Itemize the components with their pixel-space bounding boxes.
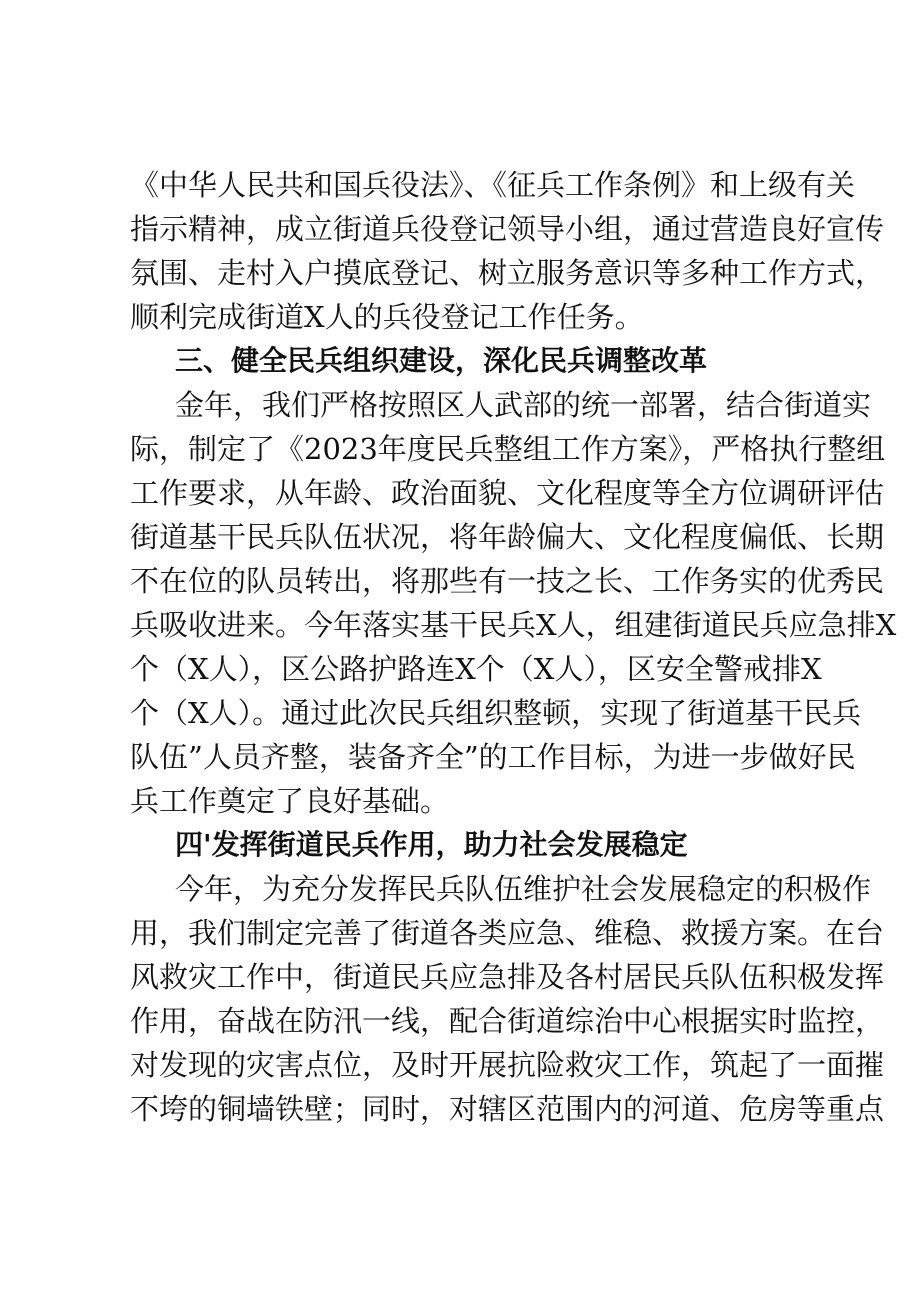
para2-line-8: 个（X人）。通过此次民兵组织整顿，实现了街道基干民兵: [130, 696, 862, 730]
para1-line-1: 《中华人民共和国兵役法》、《征兵工作条例》和上级有关: [130, 168, 856, 202]
para1-line-2: 指示精神，成立街道兵役登记领导小组，通过营造良好宣传: [130, 212, 885, 246]
para2-line-5: 不在位的队员转出，将那些有一技之长、工作务实的优秀民: [130, 564, 885, 598]
para3-line-5: 对发现的灾害点位，及时开展抗险救灾工作，筑起了一面摧: [130, 1048, 885, 1082]
para3-line-6: 不垮的铜墙铁壁；同时，对辖区范围内的河道、危房等重点: [130, 1092, 885, 1126]
para2-line-4: 街道基干民兵队伍状况，将年龄偏大、文化程度偏低、长期: [130, 520, 885, 554]
para2-line-10: 兵工作奠定了良好基础。: [130, 784, 450, 818]
section-heading-4: 四'发挥街道民兵作用，助力社会发展稳定: [175, 828, 688, 861]
para2-line-6: 兵吸收进来。今年落实基干民兵X人，组建街道民兵应急排X: [130, 608, 897, 642]
para3-line-4: 作用，奋战在防汛一线，配合街道综治中心根据实时监控，: [130, 1004, 885, 1038]
para1-line-3: 氛围、走村入户摸底登记、树立服务意识等多种工作方式，: [130, 256, 885, 290]
para3-line-3: 风救灾工作中，街道民兵应急排及各村居民兵队伍积极发挥: [130, 960, 885, 994]
para2-line-7: 个（X人），区公路护路连X个（X人），区安全警戒排X: [130, 652, 822, 686]
para2-line-3: 工作要求，从年龄、政治面貌、文化程度等全方位调研评估: [130, 476, 885, 510]
para3-line-2: 用，我们制定完善了街道各类应急、维稳、救援方案。在台: [130, 916, 885, 950]
para3-line-1: 今年，为充分发挥民兵队伍维护社会发展稳定的积极作: [175, 872, 872, 906]
para2-line-2: 际，制定了《2023年度民兵整组工作方案》，严格执行整组: [130, 432, 886, 466]
section-heading-3: 三、健全民兵组织建设，深化民兵调整改革: [175, 344, 708, 377]
para2-line-1: 金年，我们严格按照区人武部的统一部署，结合街道实: [175, 388, 872, 422]
para2-line-9: 队伍”人员齐整，装备齐全”的工作目标，为进一步做好民: [130, 740, 856, 774]
para1-line-4: 顺利完成街道X人的兵役登记工作任务。: [130, 300, 644, 334]
